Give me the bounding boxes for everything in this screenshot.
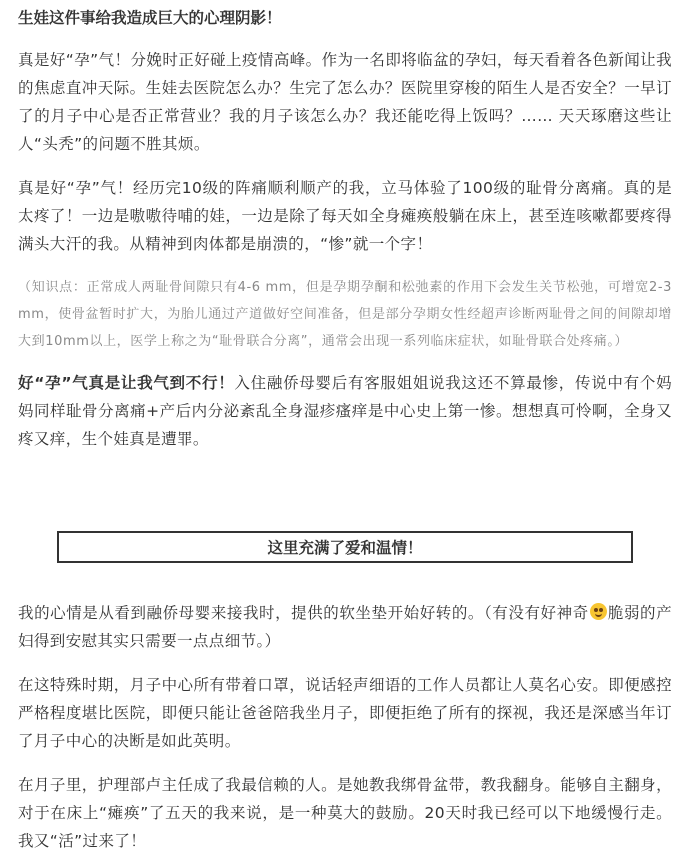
paragraph-body: 入住融侨母婴后有客服姐姐说我这还不算最惨，传说中有个妈妈同样耻骨分离痛+产后内分泌紊乱全身湿疹瘙痒是中心史上第一惨。想想真可怜啊，全身又疼又痒，生个娃真是遭罪。 [18,374,672,448]
section-banner-wrap [18,531,672,563]
smiling-face-icon [590,603,607,620]
article-heading: 生娃这件事给我造成巨大的心理阴影！ [18,9,282,27]
knowledge-note: （知识点：正常成人两耻骨间隙只有4-6 mm，但是孕期孕酮和松弛素的作用下会发生关节松弛，可增宽2-3 mm，使骨盆暂时扩大，为胎儿通过产道做好空间准备，但是部分孕期女性经超声诊断两耻骨之间的间隙却增大到10mm以上，医学上称之为“耻骨联合分离”，通常会出现一系列临床症状，如耻骨联合处疼痛。） [18,280,672,349]
paragraph-special-period: 在这特殊时期，月子中心所有带着口罩，说话轻声细语的工作人员都让人莫名心安。即便感控严格程度堪比医院，即便只能让爸爸陪我坐月子，即便拒绝了所有的探视，我还是深感当年订了月子中心的决断是如此英明。 [18,676,672,750]
paragraph-pubic-pain: 真是好“孕”气！经历完10级的阵痛顺利顺产的我，立马体验了100级的耻骨分离痛。真的是太疼了！一边是嗷嗷待哺的娃，一边是除了每天如全身瘫痪般躺在床上，甚至连咳嗽都要疼得满头大汗的我。从精神到肉体都是崩溃的，“惨”就一个字！ [18,179,672,253]
paragraph-text-after: 脆弱的产妇得到安慰其实只需要一点点细节。） [18,604,672,650]
paragraph-lead: 好“孕”气真是让我气到不行！ [18,374,235,392]
paragraph-nursing: 在月子里，护理部卢主任成了我最信赖的人。是她教我绑骨盆带，教我翻身。能够自主翻身，对于在床上“瘫痪”了五天的我来说，是一种莫大的鼓励。20天时我已经可以下地缓慢行走。我又“活”过来了！ [18,776,672,850]
paragraph-text-before: 我的心情是从看到融侨母婴来接我时，提供的软坐垫开始好转的。（有没有好神奇 [18,604,589,622]
paragraph-pandemic-anxiety: 真是好“孕”气！分娩时正好碰上疫情高峰。作为一名即将临盆的孕妇，每天看着各色新闻让我的焦虑直冲天际。生娃去医院怎么办？生完了怎么办？医院里穿梭的陌生人是否安全？一早订了的月子中心是否正常营业？我的月子该怎么办？我还能吃得上饭吗？…… 天天琢磨这些让人“头秃”的问题不胜其烦。 [18,51,672,153]
paragraph-worst-case [18,369,672,453]
section-banner: 这里充满了爱和温情！ [57,531,633,563]
paragraph-mood-improve [18,599,672,655]
